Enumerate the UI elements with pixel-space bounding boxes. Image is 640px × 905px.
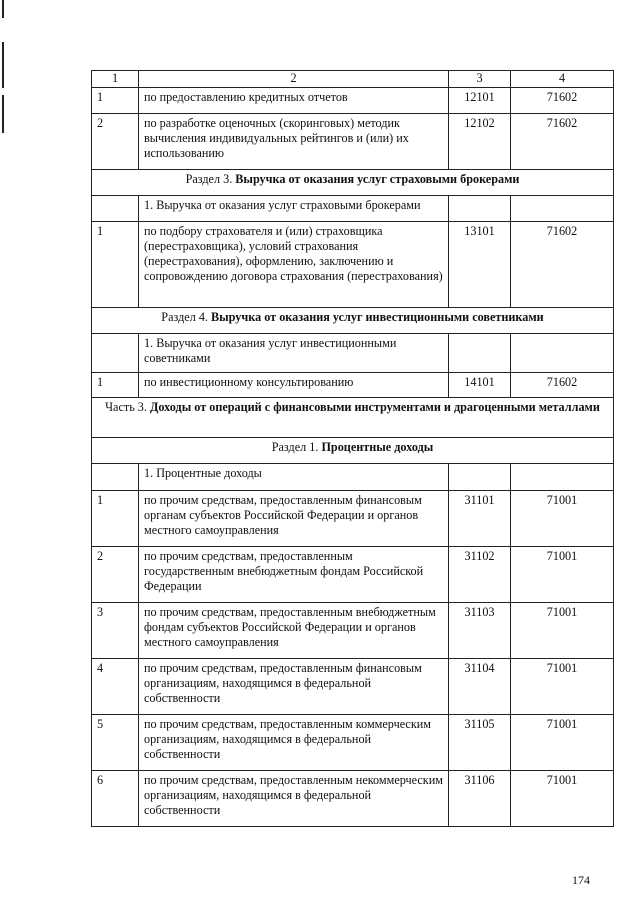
table-row bbox=[92, 491, 614, 547]
code-cell: 31103 bbox=[449, 603, 511, 659]
code-cell: 31102 bbox=[449, 547, 511, 603]
row-number-cell: 2 bbox=[92, 114, 139, 170]
account-cell: 71001 bbox=[511, 603, 614, 659]
code-cell: 31101 bbox=[449, 491, 511, 547]
scan-edge-mark bbox=[2, 0, 4, 18]
row-number-cell: 5 bbox=[92, 715, 139, 771]
description-cell: 1. Процентные доходы bbox=[139, 464, 449, 491]
section-prefix: Раздел 3. bbox=[185, 172, 236, 186]
income-classification-table bbox=[91, 70, 614, 827]
code-cell: 12101 bbox=[449, 88, 511, 114]
table-row bbox=[92, 334, 614, 373]
description-cell: 1. Выручка от оказания услуг инвестиционными советниками bbox=[139, 334, 449, 373]
account-cell: 71001 bbox=[511, 659, 614, 715]
code-cell: 13101 bbox=[449, 222, 511, 308]
description-cell: по прочим средствам, предоставленным финансовым органам субъектов Российской Федерации и органов местного самоуправления bbox=[139, 491, 449, 547]
scan-edge-mark bbox=[2, 95, 4, 133]
table-row bbox=[92, 114, 614, 170]
section-prefix: Часть 3. bbox=[105, 400, 150, 414]
table-row bbox=[92, 88, 614, 114]
section-prefix: Раздел 1. bbox=[271, 440, 322, 454]
description-cell: по прочим средствам, предоставленным некоммерческим организациям, находящимся в федеральной собственности bbox=[139, 771, 449, 827]
account-cell: 71602 bbox=[511, 373, 614, 398]
account-cell: 71001 bbox=[511, 771, 614, 827]
row-number-cell bbox=[92, 464, 139, 491]
section-heading bbox=[92, 398, 614, 438]
row-number-cell: 6 bbox=[92, 771, 139, 827]
account-cell bbox=[511, 334, 614, 373]
account-cell: 71001 bbox=[511, 715, 614, 771]
code-cell: 31106 bbox=[449, 771, 511, 827]
section-heading-row bbox=[92, 398, 614, 438]
code-cell: 14101 bbox=[449, 373, 511, 398]
code-cell bbox=[449, 464, 511, 491]
section-prefix: Раздел 4. bbox=[161, 310, 212, 324]
section-heading bbox=[92, 170, 614, 196]
section-heading-row bbox=[92, 170, 614, 196]
account-cell: 71602 bbox=[511, 114, 614, 170]
scan-edge-mark bbox=[2, 42, 4, 88]
row-number-cell: 2 bbox=[92, 547, 139, 603]
table-row bbox=[92, 547, 614, 603]
table-row bbox=[92, 715, 614, 771]
section-heading-row bbox=[92, 438, 614, 464]
table-row bbox=[92, 464, 614, 491]
row-number-cell: 1 bbox=[92, 373, 139, 398]
row-number-cell: 1 bbox=[92, 88, 139, 114]
code-cell bbox=[449, 196, 511, 222]
account-cell: 71602 bbox=[511, 222, 614, 308]
section-title: Процентные доходы bbox=[321, 440, 434, 454]
section-heading-row bbox=[92, 308, 614, 334]
table-row bbox=[92, 603, 614, 659]
column-number-cell: 2 bbox=[139, 71, 449, 88]
description-cell: по подбору страхователя и (или) страховщика (перестраховщика), условий страхования (перестрахования), оформлению, заключению и сопровождению договора страхования (перестрахования) bbox=[139, 222, 449, 308]
column-number-row bbox=[92, 71, 614, 88]
section-title: Выручка от оказания услуг инвестиционными советниками bbox=[211, 310, 544, 324]
table-row bbox=[92, 659, 614, 715]
column-number-cell: 3 bbox=[449, 71, 511, 88]
code-cell: 31105 bbox=[449, 715, 511, 771]
column-number-cell: 1 bbox=[92, 71, 139, 88]
column-number-cell: 4 bbox=[511, 71, 614, 88]
description-cell: по прочим средствам, предоставленным государственным внебюджетным фондам Российской Федерации bbox=[139, 547, 449, 603]
description-cell: по инвестиционному консультированию bbox=[139, 373, 449, 398]
account-cell: 71001 bbox=[511, 491, 614, 547]
table-row bbox=[92, 771, 614, 827]
account-cell: 71001 bbox=[511, 547, 614, 603]
table-body bbox=[92, 88, 614, 827]
section-heading bbox=[92, 308, 614, 334]
row-number-cell: 3 bbox=[92, 603, 139, 659]
section-heading bbox=[92, 438, 614, 464]
table-row bbox=[92, 373, 614, 398]
row-number-cell bbox=[92, 334, 139, 373]
description-cell: по прочим средствам, предоставленным финансовым организациям, находящимся в федеральной собственности bbox=[139, 659, 449, 715]
code-cell: 12102 bbox=[449, 114, 511, 170]
code-cell: 31104 bbox=[449, 659, 511, 715]
code-cell bbox=[449, 334, 511, 373]
account-cell: 71602 bbox=[511, 88, 614, 114]
row-number-cell bbox=[92, 196, 139, 222]
table-row bbox=[92, 196, 614, 222]
account-cell bbox=[511, 196, 614, 222]
description-cell: 1. Выручка от оказания услуг страховыми брокерами bbox=[139, 196, 449, 222]
row-number-cell: 4 bbox=[92, 659, 139, 715]
description-cell: по разработке оценочных (скоринговых) методик вычисления индивидуальных рейтингов и (или) их использованию bbox=[139, 114, 449, 170]
row-number-cell: 1 bbox=[92, 222, 139, 308]
section-title: Доходы от операций с финансовыми инструментами и драгоценными металлами bbox=[149, 400, 600, 414]
account-cell bbox=[511, 464, 614, 491]
description-cell: по прочим средствам, предоставленным внебюджетным фондам субъектов Российской Федерации и органов местного самоуправления bbox=[139, 603, 449, 659]
row-number-cell: 1 bbox=[92, 491, 139, 547]
description-cell: по прочим средствам, предоставленным коммерческим организациям, находящимся в федеральной собственности bbox=[139, 715, 449, 771]
page-number: 174 bbox=[572, 873, 590, 887]
description-cell: по предоставлению кредитных отчетов bbox=[139, 88, 449, 114]
table-row bbox=[92, 222, 614, 308]
section-title: Выручка от оказания услуг страховыми брокерами bbox=[235, 172, 520, 186]
